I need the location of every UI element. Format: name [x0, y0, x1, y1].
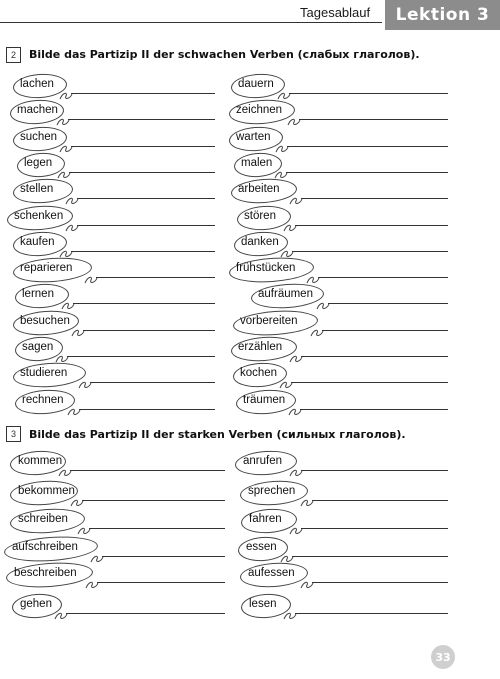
strong-left-item-answer-line[interactable]: [89, 528, 225, 529]
weak-right-item-answer-line[interactable]: [322, 330, 448, 331]
weak-right-item-verb: danken: [241, 235, 279, 248]
weak-right-item-answer-line[interactable]: [289, 93, 448, 94]
strong-left-item-verb: gehen: [20, 598, 52, 610]
exercise-3-title: Bilde das Partizip II der starken Verben (сильных глаголов).: [29, 428, 406, 441]
lektion-tab: Lektion 3: [385, 0, 500, 30]
weak-left-item-verb: studieren: [20, 367, 68, 380]
weak-left-item-verb: kaufen: [20, 235, 55, 248]
strong-left-item-verb: aufschreiben: [12, 541, 78, 553]
weak-left-item-answer-line[interactable]: [67, 356, 215, 357]
weak-right-item-answer-line[interactable]: [291, 382, 448, 383]
weak-right-item-verb: malen: [241, 156, 273, 169]
strong-right-item-verb: anrufen: [243, 455, 283, 467]
weak-left-item-answer-line[interactable]: [77, 198, 215, 199]
weak-right-item-answer-line[interactable]: [287, 146, 448, 147]
weak-right-item-verb: kochen: [240, 367, 278, 380]
weak-left-item-answer-line[interactable]: [68, 119, 215, 120]
strong-left-item-verb: schreiben: [18, 513, 68, 525]
exercise-2-title: Bilde das Partizip II der schwachen Verben (слабых глаголов).: [29, 48, 420, 61]
weak-left-item-answer-line[interactable]: [90, 382, 215, 383]
weak-right-item-answer-line[interactable]: [292, 251, 448, 252]
weak-right-item-answer-line[interactable]: [328, 303, 448, 304]
weak-left-item-verb: rechnen: [22, 393, 64, 406]
weak-left-item-answer-line[interactable]: [71, 93, 215, 94]
weak-right-item-verb: aufräumen: [258, 288, 313, 301]
weak-right-item-answer-line[interactable]: [318, 277, 448, 278]
strong-right-item-answer-line[interactable]: [295, 613, 448, 614]
weak-right-item-answer-line[interactable]: [299, 119, 448, 120]
weak-left-item-answer-line[interactable]: [77, 225, 215, 226]
strong-right-item-answer-line[interactable]: [312, 582, 448, 583]
strong-right-item-verb: essen: [246, 541, 277, 553]
weak-right-item-answer-line[interactable]: [300, 409, 448, 410]
weak-left-item-verb: sagen: [22, 341, 54, 353]
weak-right-item-verb: arbeiten: [238, 183, 280, 196]
weak-right-item-verb: vorbereiten: [240, 314, 298, 327]
strong-left-item-answer-line[interactable]: [66, 613, 225, 614]
strong-right-item-verb: sprechen: [248, 485, 296, 497]
weak-left-item-verb: reparieren: [20, 262, 73, 275]
page-number: 33: [431, 645, 455, 669]
weak-left-item-verb: machen: [17, 104, 58, 117]
strong-right-item-verb: fahren: [249, 513, 282, 525]
weak-left-item-verb: lachen: [20, 78, 54, 90]
weak-right-item-verb: frühstücken: [236, 262, 296, 275]
weak-left-item-verb: suchen: [20, 130, 58, 143]
weak-right-item-answer-line[interactable]: [295, 225, 448, 226]
weak-left-item-answer-line[interactable]: [96, 277, 215, 278]
weak-left-item-answer-line[interactable]: [83, 330, 215, 331]
strong-left-item-answer-line[interactable]: [102, 556, 225, 557]
header-title: Tagesablauf: [300, 5, 371, 20]
strong-right-item-answer-line[interactable]: [301, 528, 448, 529]
weak-left-item-answer-line[interactable]: [71, 251, 215, 252]
weak-right-item-verb: erzählen: [238, 341, 283, 353]
strong-right-item-verb: lesen: [249, 598, 277, 610]
strong-left-item-verb: beschreiben: [14, 567, 77, 579]
exercise-3-number: 3: [6, 426, 21, 442]
strong-left-item-answer-line[interactable]: [70, 470, 225, 471]
weak-left-item-verb: schenken: [14, 209, 64, 222]
weak-left-item-answer-line[interactable]: [71, 146, 215, 147]
weak-right-item-verb: träumen: [243, 393, 286, 406]
weak-left-item-answer-line[interactable]: [69, 172, 215, 173]
strong-left-item-verb: kommen: [18, 455, 63, 467]
weak-left-item-verb: legen: [24, 156, 53, 169]
strong-right-item-answer-line[interactable]: [301, 470, 448, 471]
weak-right-item-verb: stören: [244, 209, 276, 222]
weak-left-item-verb: lernen: [22, 288, 54, 301]
strong-right-item-answer-line[interactable]: [312, 500, 448, 501]
strong-right-item-verb: aufessen: [248, 567, 295, 579]
header-rule: [0, 22, 382, 23]
weak-right-item-verb: warten: [236, 130, 271, 143]
weak-right-item-answer-line[interactable]: [301, 198, 448, 199]
weak-left-item-verb: besuchen: [20, 314, 70, 327]
weak-left-item-answer-line[interactable]: [73, 303, 215, 304]
strong-left-item-verb: bekommen: [18, 485, 75, 497]
weak-right-item-answer-line[interactable]: [286, 172, 448, 173]
strong-left-item-answer-line[interactable]: [82, 500, 225, 501]
weak-right-item-answer-line[interactable]: [301, 356, 448, 357]
exercise-2-number: 2: [6, 47, 21, 63]
weak-left-item-verb: stellen: [20, 183, 54, 196]
strong-left-item-answer-line[interactable]: [97, 582, 225, 583]
weak-right-item-verb: zeichnen: [236, 104, 283, 117]
weak-left-item-answer-line[interactable]: [79, 409, 215, 410]
weak-right-item-verb: dauern: [238, 78, 274, 90]
strong-right-item-answer-line[interactable]: [292, 556, 448, 557]
